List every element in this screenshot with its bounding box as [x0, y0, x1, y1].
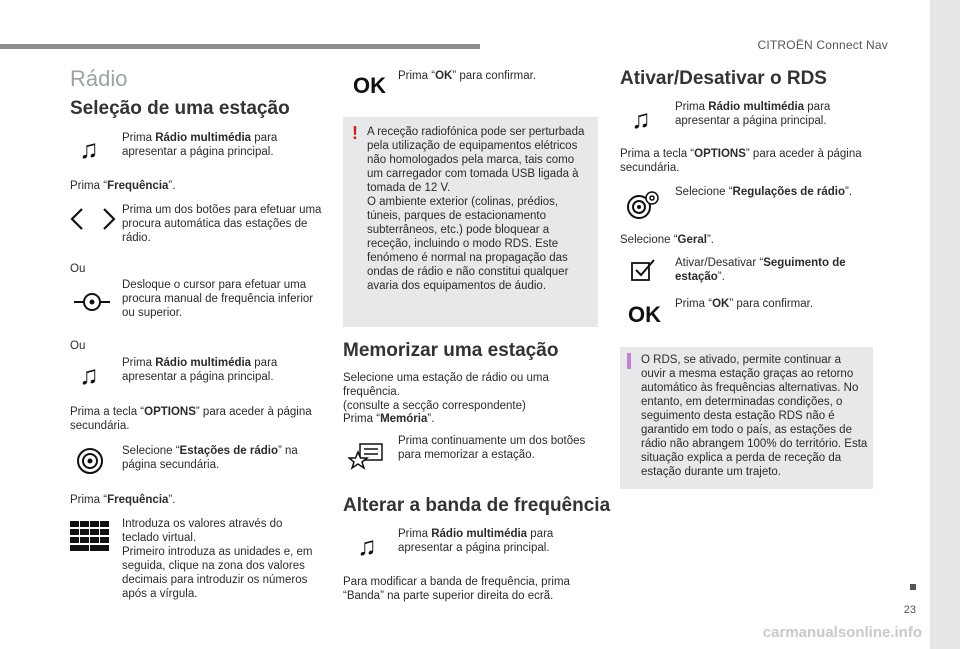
step-radio-stations: Selecione “Estações de rádio” na página secundária.	[122, 445, 298, 471]
ok-icon-2: OK	[628, 302, 661, 327]
heading-station-selection: Seleção de uma estação	[70, 98, 290, 119]
step-manual-search: Desloque o cursor para efetuar uma procura manual de frequência inferior ou superior.	[122, 279, 314, 319]
memorize-instructions: Selecione uma estação de rádio ou uma frequência. (consulte a secção correspondente)	[343, 372, 549, 412]
keypad-grid-icon	[70, 521, 110, 551]
step-options: Prima a tecla “OPTIONS” para aceder à página secundária.	[70, 406, 312, 432]
step-radio-multimedia-2: Prima Rádio multimédia para apresentar a página principal.	[122, 357, 278, 383]
page-number: 23	[903, 604, 916, 616]
rds-ok-confirm: Prima “OK” para confirmar.	[675, 298, 814, 310]
top-rule	[0, 44, 480, 49]
section-title: Rádio	[70, 66, 128, 91]
rds-station-following: Ativar/Desativar “Seguimento de estação”.	[675, 257, 846, 283]
ok-icon: OK	[353, 73, 386, 98]
music-note-icon-4: ♫	[631, 104, 651, 134]
step-keypad-entry: Introduza os valores através do teclado virtual. Primeiro introduza as unidades e, em seguida, clique na zona dos valores decimais para introduzir os números após a vírgula.	[122, 518, 313, 600]
heading-rds: Ativar/Desativar o RDS	[620, 68, 827, 89]
music-note-icon-3: ♫	[357, 531, 377, 561]
band-instructions: Para modificar a banda de frequência, prima “Banda” na parte superior direita do ecrã.	[343, 576, 570, 602]
or-label-2: Ou	[70, 340, 86, 352]
heading-change-band: Alterar a banda de frequência	[343, 495, 611, 516]
page-edge-bar	[930, 0, 960, 649]
memorize-press-memory: Prima “Memória”.	[343, 413, 435, 425]
radio-settings-icon	[626, 190, 660, 220]
info-text: O RDS, se ativado, permite continuar a ouvir a mesma estação graças ao retorno automático às frequências alternativas. No entanto, em determinadas condições, o seguimento desta estação RDS não é garantido em todo o país, as estações de rádio não abrangem 100% do território. Esta situação explica a perda de receção da estação durante um trajeto.	[641, 354, 868, 478]
radio-station-icon	[76, 447, 104, 475]
checkbox-icon	[630, 257, 656, 283]
rds-radio-settings: Selecione “Regulações de rádio”.	[675, 186, 853, 198]
slider-cursor-icon	[72, 288, 112, 316]
step-frequency: Prima “Frequência”.	[70, 180, 176, 192]
rds-options: Prima a tecla “OPTIONS” para aceder à página secundária.	[620, 148, 862, 174]
music-note-icon-2: ♫	[79, 360, 99, 390]
rds-general: Selecione “Geral”.	[620, 234, 714, 246]
warning-text: A receção radiofónica pode ser perturbada pela utilização de equipamentos elétricos não homologados pela marca, tais como um carregador com tomada USB ligada à tomada de 12 V. O ambiente exterior (colinas, prédios, túneis, parques de estacionamento subterrâneos, etc.) pode bloquear a receção, incluindo o modo RDS. Este fenómeno é normal na propagação das ondas de rádio e não constitui qualquer avaria dos equipamentos de áudio.	[367, 126, 585, 292]
step-radio-multimedia: Prima Rádio multimédia para apresentar a página principal.	[122, 132, 278, 158]
brand-header: CITROËN Connect Nav	[757, 38, 888, 52]
heading-memorize: Memorizar uma estação	[343, 340, 559, 361]
or-label: Ou	[70, 263, 86, 275]
memorize-long-press: Prima continuamente um dos botões para memorizar a estação.	[398, 435, 586, 461]
chevron-left-right-icon	[70, 205, 116, 233]
music-note-icon: ♫	[79, 134, 99, 164]
memory-star-icon	[348, 440, 384, 470]
page-end-marker	[910, 584, 916, 590]
step-auto-search: Prima um dos botões para efetuar uma procura automática das estações de rádio.	[122, 204, 322, 244]
step-ok-confirm: Prima “OK” para confirmar.	[398, 70, 537, 82]
band-radio-multimedia: Prima Rádio multimédia para apresentar a página principal.	[398, 528, 554, 554]
rds-radio-multimedia: Prima Rádio multimédia para apresentar a página principal.	[675, 101, 831, 127]
warning-icon: !	[352, 123, 358, 143]
step-frequency-2: Prima “Frequência”.	[70, 494, 176, 506]
info-icon	[627, 353, 631, 369]
watermark: carmanualsonline.info	[762, 624, 922, 641]
